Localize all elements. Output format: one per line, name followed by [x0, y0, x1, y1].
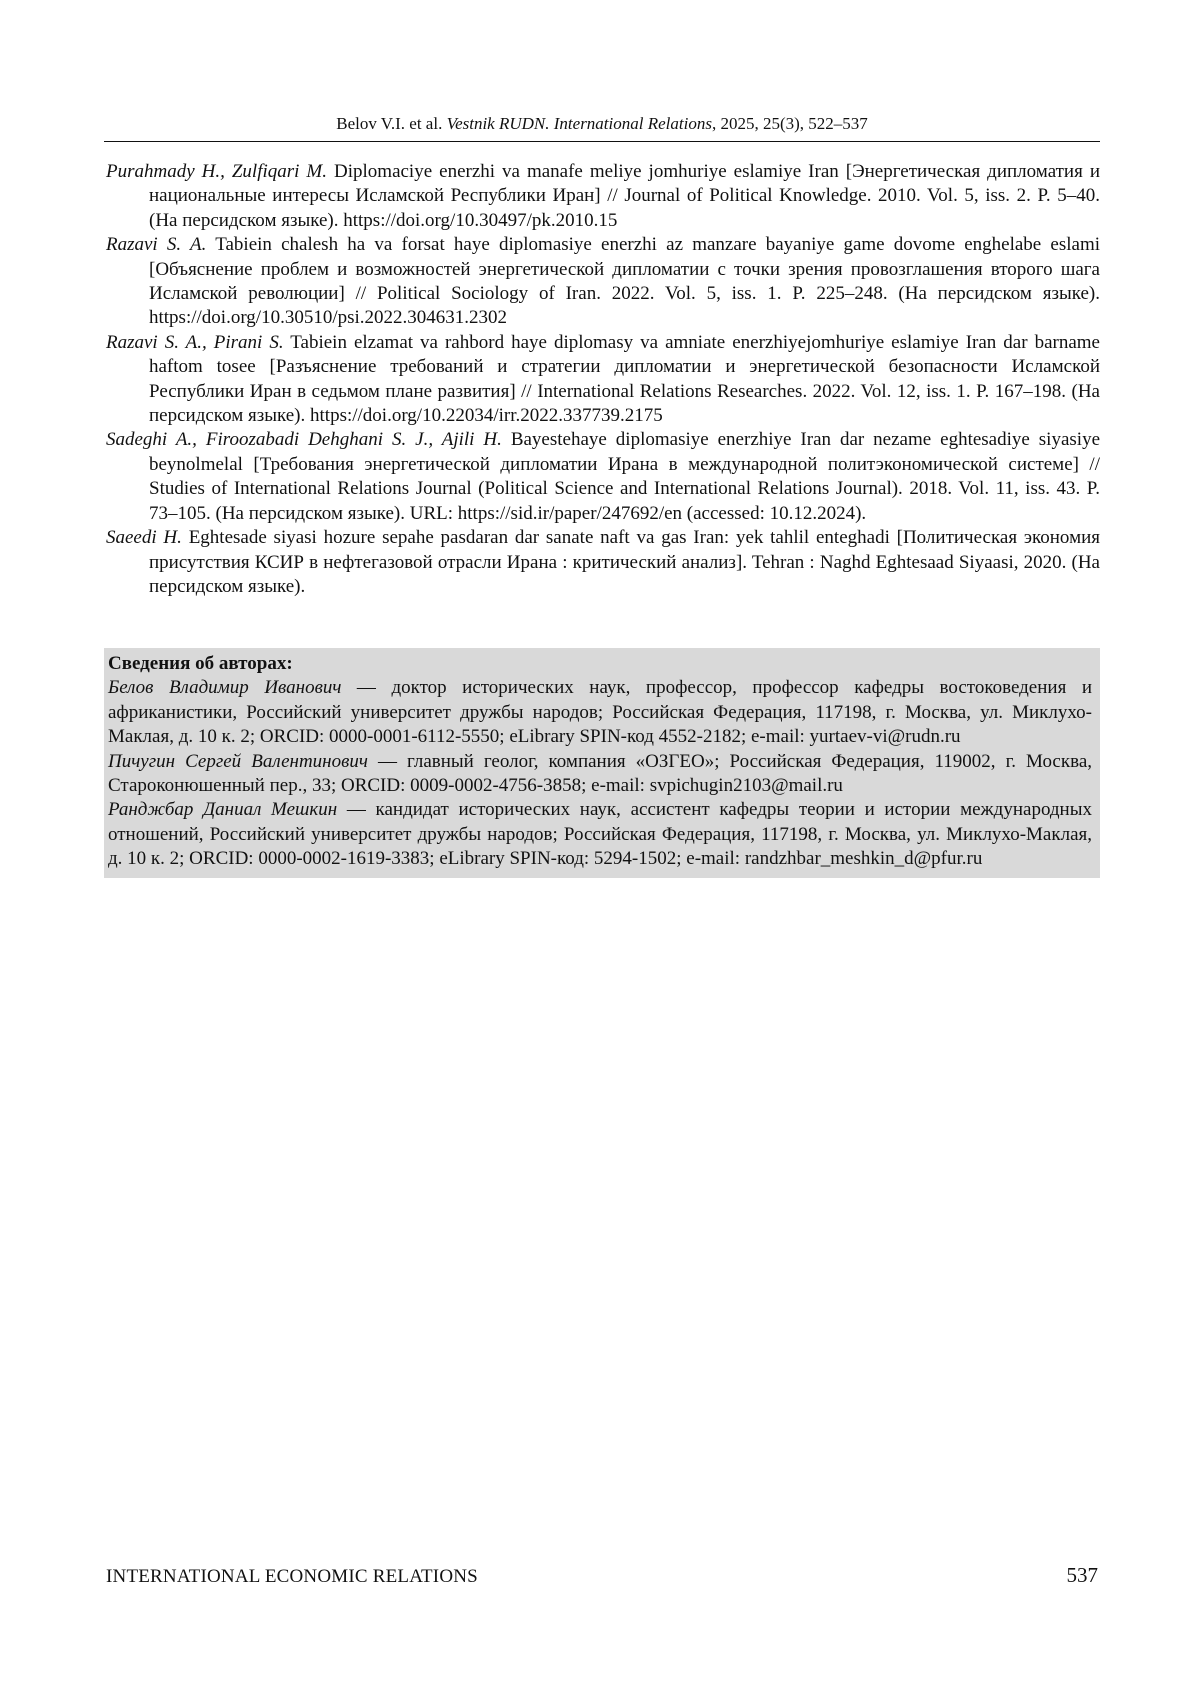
author-details: — доктор исторических наук, профессор, профессор кафедры востоковедения и африканистики, Российский университет дружбы народов; Российская Федерация, 117198, г. Москва, ул. Миклухо-Маклая, д. 10 к. 2; ORCID: 0000-0001-6112-5550; eLibrary SPIN-код 4552-2182; e-mail: yurtaev-vi@rudn.ru — [108, 677, 1092, 747]
reference-authors: Purahmady H., Zulfiqari M. — [106, 161, 327, 182]
author-name: Белов Владимир Иванович — [108, 677, 341, 698]
header-authors: Belov V.I. et al. — [336, 114, 446, 133]
footer-section-title: INTERNATIONAL ECONOMIC RELATIONS — [106, 1565, 478, 1589]
header-journal: Vestnik RUDN. International Relations — [447, 114, 712, 133]
reference-authors: Razavi S. A., Pirani S. — [106, 332, 284, 353]
author-details: — главный геолог, компания «ОЗГЕО»; Российская Федерация, 119002, г. Москва, Староконюшенный пер., 33; ORCID: 0009-0002-4756-3858; e-mail: svpichugin2103@mail.ru — [108, 751, 1092, 796]
page-number: 537 — [1067, 1562, 1099, 1588]
reference-item — [106, 233, 1100, 331]
reference-item — [106, 428, 1100, 526]
author-name: Ранджбар Даниал Мешкин — [108, 799, 337, 820]
reference-text: Bayestehaye diplomasiye enerzhiye Iran dar nezame eghtesadiye siyasiye beynolmelal [Требования энергетической дипломатии Ирана в международной политэкономической системе] // Studies of International Relations Journal (Political Science and International Relations Journal). 2018. Vol. 11, iss. 43. P. 73–105. (На персидском языке). URL: https://sid.ir/paper/247692/en (accessed: 10.12.2024). — [149, 429, 1100, 523]
author-entry — [108, 750, 1092, 799]
reference-authors: Razavi S. A. — [106, 234, 206, 255]
authors-info-box — [104, 648, 1100, 878]
reference-text: Tabiein chalesh ha va forsat haye diplomasiye enerzhi az manzare bayaniye game dovome enghelabe eslami [Объяснение проблем и возможностей энергетической дипломатии с точки зрения провозглашения второго шага Исламской революции] // Political Sociology of Iran. 2022. Vol. 5, iss. 1. P. 225–248. (На персидском языке). https://doi.org/10.30510/psi.2022.304631.2302 — [149, 234, 1100, 328]
author-name: Пичугин Сергей Валентинович — [108, 751, 368, 772]
header-issue: , 2025, 25(3), 522–537 — [712, 114, 868, 133]
header-rule — [104, 141, 1100, 142]
reference-text: Eghtesade siyasi hozure sepahe pasdaran dar sanate naft va gas Iran: yek tahlil enteghadi [Политическая экономия присутствия КСИР в нефтегазовой отрасли Ирана : критический анализ]. Tehran : Naghd Eghtesaad Siyaasi, 2020. (На персидском языке). — [149, 527, 1100, 597]
author-entry — [108, 676, 1092, 749]
reference-item — [106, 526, 1100, 599]
reference-text: Tabiein elzamat va rahbord haye diplomasy va amniate enerzhiyejomhuriye eslamiye Iran dar barname haftom tosee [Разъяснение требований и стратегии дипломатии и энергетической безопасности Исламской Республики Иран в седьмом плане развития] // International Relations Researches. 2022. Vol. 12, iss. 1. P. 167–198. (На персидском языке). https://doi.org/10.22034/irr.2022.337739.2175 — [149, 332, 1100, 426]
reference-list — [106, 160, 1100, 599]
authors-info-title: Сведения об авторах: — [108, 652, 1092, 676]
reference-authors: Sadeghi A., Firoozabadi Dehghani S. J., Ajili H. — [106, 429, 502, 450]
reference-text: Diplomaciye enerzhi va manafe meliye jomhuriye eslamiye Iran [Энергетическая дипломатия и национальные интересы Исламской Республики Иран] // Journal of Political Knowledge. 2010. Vol. 5, iss. 2. P. 5–40. (На персидском языке). https://doi.org/10.30497/pk.2010.15 — [149, 161, 1100, 231]
author-details: — кандидат исторических наук, ассистент кафедры теории и истории международных отношений, Российский университет дружбы народов; Российская Федерация, 117198, г. Москва, ул. Миклухо-Маклая, д. 10 к. 2; ORCID: 0000-0002-1619-3383; eLibrary SPIN-код: 5294-1502; e-mail: randzhbar_meshkin_d@pfur.ru — [108, 799, 1092, 869]
running-header — [104, 112, 1100, 136]
reference-authors: Saeedi H. — [106, 527, 182, 548]
reference-item — [106, 331, 1100, 429]
reference-item — [106, 160, 1100, 233]
author-entry — [108, 798, 1092, 871]
